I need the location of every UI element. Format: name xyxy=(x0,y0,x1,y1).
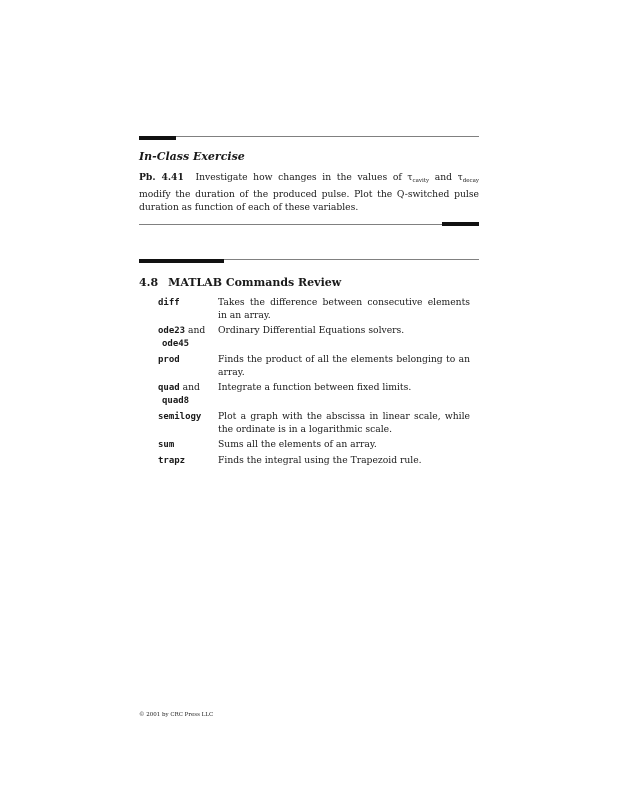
command-description: Plot a graph with the abscissa in linear scale, while the ordinate is in a logarithmic scale. xyxy=(218,411,470,435)
command-description: Takes the difference between consecutive elements in an array. xyxy=(218,297,470,321)
command-name: semilogy xyxy=(158,412,202,422)
command-description: Finds the integral using the Trapezoid rule. xyxy=(218,455,422,466)
command-name-cell xyxy=(158,296,218,322)
command-row xyxy=(158,353,470,379)
problem-and-word: and xyxy=(434,172,452,183)
command-row xyxy=(158,410,470,436)
command-name-cell xyxy=(158,410,218,436)
exercise-title: In-Class Exercise xyxy=(139,150,245,163)
command-description: Ordinary Differential Equations solvers. xyxy=(218,325,405,336)
command-name-cell xyxy=(158,454,218,468)
command-and-word: and xyxy=(188,325,206,336)
command-name-secondary: quad8 xyxy=(162,396,190,406)
exercise-bottom-rule xyxy=(139,224,479,225)
exercise-top-bar xyxy=(139,136,176,140)
command-name: quad xyxy=(158,383,180,393)
problem-text-part1: Investigate how changes in the values of xyxy=(195,172,402,183)
exercise-problem-text xyxy=(139,171,479,214)
command-and-word: and xyxy=(182,382,200,393)
exercise-bottom-bar xyxy=(442,222,479,226)
section-top-bar xyxy=(139,259,224,263)
tau-cavity-symbol: τ xyxy=(407,172,413,183)
command-row xyxy=(158,296,470,322)
command-row xyxy=(158,438,470,452)
command-name-cell xyxy=(158,353,218,379)
section-number: 4.8 xyxy=(139,276,159,289)
command-name-cell xyxy=(158,324,218,351)
command-row xyxy=(158,324,470,351)
command-row xyxy=(158,381,470,408)
command-name-cell xyxy=(158,381,218,408)
command-description: Integrate a function between fixed limits. xyxy=(218,382,412,393)
tau-decay-subscript: decay xyxy=(462,178,479,184)
command-name: ode23 xyxy=(158,326,186,336)
section-heading xyxy=(139,276,341,289)
command-name-cell xyxy=(158,438,218,452)
command-name-secondary: ode45 xyxy=(162,339,190,349)
command-name: sum xyxy=(158,440,175,450)
command-description: Sums all the elements of an array. xyxy=(218,439,377,450)
command-name: prod xyxy=(158,355,180,365)
command-name: trapz xyxy=(158,456,186,466)
command-name: diff xyxy=(158,298,180,308)
command-list xyxy=(158,296,470,470)
tau-cavity-subscript: cavity xyxy=(412,178,430,184)
command-row xyxy=(158,454,470,468)
problem-text-part2: modify the duration of the produced pulse. Plot the Q-switched pulse duration as function of each of these variables. xyxy=(139,189,479,213)
command-description: Finds the product of all the elements belonging to an array. xyxy=(218,354,470,378)
problem-label: Pb. 4.41 xyxy=(139,172,184,183)
tau-decay-symbol: τ xyxy=(457,172,463,183)
section-title: MATLAB Commands Review xyxy=(168,276,342,289)
exercise-top-rule xyxy=(139,136,479,137)
copyright-notice: © 2001 by CRC Press LLC xyxy=(139,712,214,718)
